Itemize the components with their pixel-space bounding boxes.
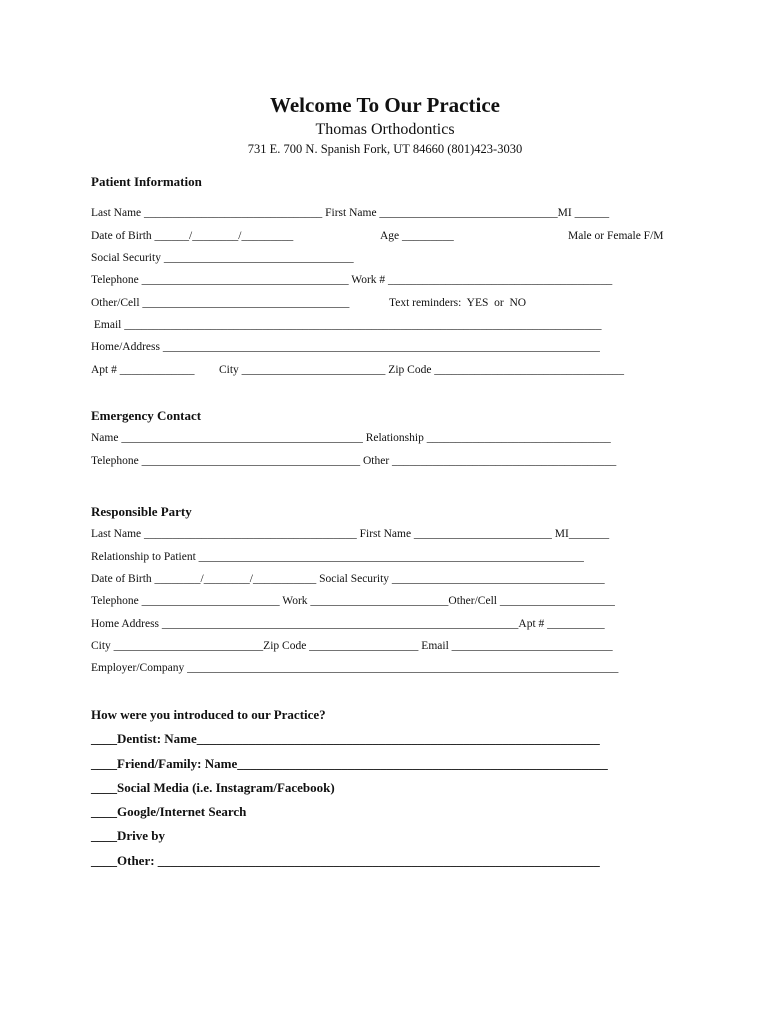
patient-ssn-line[interactable]: Social Security _________________________________ — [91, 252, 354, 264]
responsible-telephone-line[interactable]: Telephone ________________________ Work ________________________Other/Cell ____________________ — [91, 595, 615, 607]
referral-social-line[interactable]: ____Social Media (i.e. Instagram/Facebook) — [91, 780, 335, 795]
responsible-relationship-line[interactable]: Relationship to Patient ___________________________________________________________________ — [91, 551, 584, 563]
patient-dob-line[interactable]: Date of Birth ______/________/_________ — [91, 230, 294, 242]
referral-other-line[interactable]: ____Other: ____________________________________________________________________ — [91, 853, 600, 868]
patient-name-line[interactable]: Last Name _______________________________ First Name _______________________________MI ______ — [91, 207, 610, 219]
practice-address: 731 E. 700 N. Spanish Fork, UT 84660 (801)423-3030 — [247, 142, 523, 156]
practice-name: Thomas Orthodontics — [315, 121, 455, 138]
patient-telephone-line[interactable]: Telephone ____________________________________ Work # _______________________________________ — [91, 274, 613, 286]
responsible-name-line[interactable]: Last Name _____________________________________ First Name ________________________ MI_______ — [91, 528, 610, 540]
referral-drive-line[interactable]: ____Drive by — [91, 828, 166, 843]
patient-age-line[interactable]: Age _________ — [380, 230, 454, 242]
responsible-dob-line[interactable]: Date of Birth ________/________/___________ Social Security _____________________________________ — [91, 573, 605, 585]
responsible-employer-line[interactable]: Employer/Company ___________________________________________________________________________ — [91, 662, 619, 674]
page-title: Welcome To Our Practice — [270, 93, 500, 117]
referral-heading: How were you introduced to our Practice? — [91, 707, 326, 722]
referral-friend-line[interactable]: ____Friend/Family: Name_________________________________________________________ — [91, 756, 608, 771]
emergency-telephone-line[interactable]: Telephone ______________________________________ Other _______________________________________ — [91, 455, 617, 467]
patient-info-heading: Patient Information — [91, 174, 202, 189]
responsible-party-heading: Responsible Party — [91, 504, 192, 519]
patient-city-zip-line[interactable]: City _________________________ Zip Code _________________________________ — [219, 364, 625, 376]
referral-dentist-line[interactable]: ____Dentist: Name______________________________________________________________ — [91, 731, 600, 746]
responsible-home-address-line[interactable]: Home Address ______________________________________________________________Apt # __________ — [91, 618, 605, 630]
patient-home-address-line[interactable]: Home/Address ____________________________________________________________________________ — [91, 341, 600, 353]
responsible-city-line[interactable]: City __________________________Zip Code ___________________ Email ____________________________ — [91, 640, 613, 652]
referral-google-line[interactable]: ____Google/Internet Search — [91, 804, 247, 819]
emergency-name-line[interactable]: Name __________________________________________ Relationship ________________________________ — [91, 432, 611, 444]
patient-other-cell-line[interactable]: Other/Cell ____________________________________ — [91, 297, 350, 309]
text-reminders-option[interactable]: Text reminders: YES or NO — [389, 297, 527, 309]
patient-apt-line[interactable]: Apt # _____________ — [91, 364, 195, 376]
patient-gender-line[interactable]: Male or Female F/M — [568, 230, 664, 242]
patient-email-line[interactable]: Email ___________________________________________________________________________________ — [91, 319, 602, 331]
emergency-contact-heading: Emergency Contact — [91, 408, 202, 423]
